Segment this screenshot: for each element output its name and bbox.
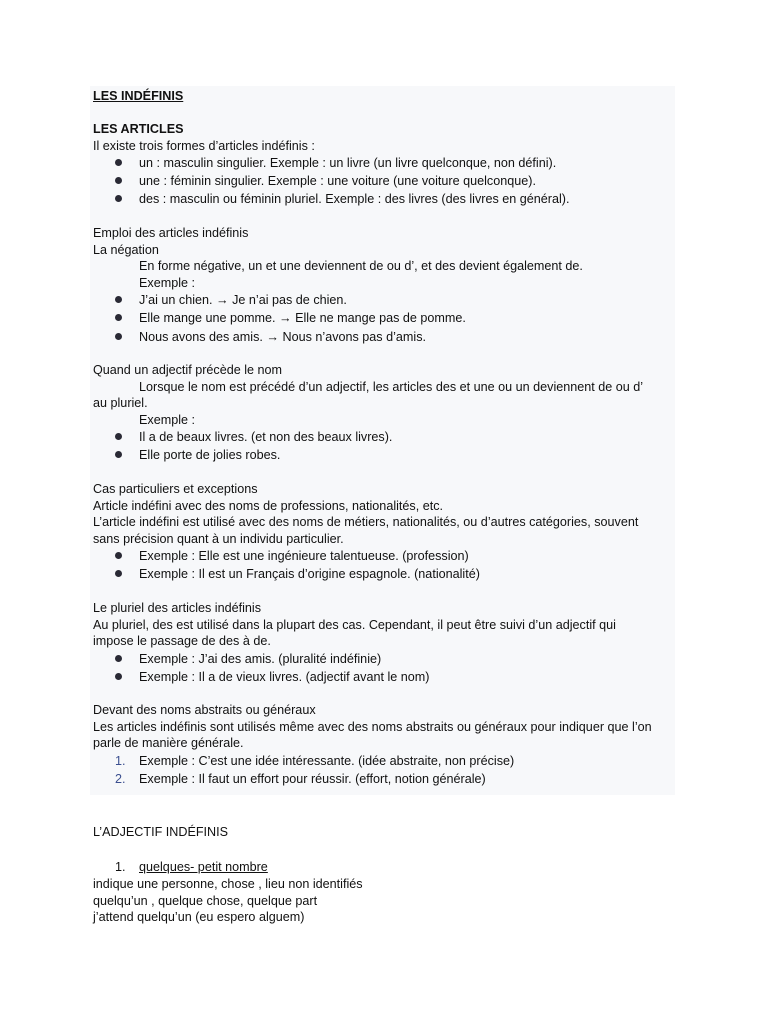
bullet-icon <box>115 570 122 577</box>
list-item: des : masculin ou féminin pluriel. Exemple : des livres (des livres en général). <box>93 190 673 208</box>
adjectif-heading: Quand un adjectif précède le nom <box>93 363 283 378</box>
bullet-icon <box>115 451 122 458</box>
adjectif-exemple-label: Exemple : <box>139 412 195 427</box>
list-item: Elle mange une pomme. → Elle ne mange pas de pomme. <box>93 309 673 327</box>
bullet-icon <box>115 433 122 440</box>
adjectif-indefinis-heading: L’ADJECTIF INDÉFINIS <box>93 825 229 840</box>
list-item: Elle porte de jolies robes. <box>93 446 673 464</box>
pluriel-list <box>93 650 673 686</box>
bullet-icon <box>115 296 122 303</box>
cas-text-1: L’article indéfini est utilisé avec des noms de métiers, nationalités, ou d’autres catégories, souvent <box>93 515 639 530</box>
pluriel-heading: Le pluriel des articles indéfinis <box>93 601 262 616</box>
abstraits-text-1: Les articles indéfinis sont utilisés même avec des noms abstraits ou généraux pour indiquer que l’on <box>93 719 652 734</box>
list-item: Il a de beaux livres. (et non des beaux livres). <box>93 428 673 446</box>
list-item: un : masculin singulier. Exemple : un livre (un livre quelconque, non défini). <box>93 154 673 172</box>
document-content <box>93 88 673 926</box>
articles-intro: Il existe trois formes d’articles indéfinis : <box>93 138 315 153</box>
adjectif-text-2: au pluriel. <box>93 396 148 411</box>
abstraits-list <box>93 752 673 788</box>
adjectif-indefinis-line-3: j’attend quelqu’un (eu espero alguem) <box>93 910 305 925</box>
cas-list <box>93 547 673 583</box>
list-item: J’ai un chien. → Je n’ai pas de chien. <box>93 291 673 309</box>
list-number: 2. <box>115 772 126 787</box>
list-item: 1. Exemple : C’est une idée intéressante. (idée abstraite, non précise) <box>93 752 673 770</box>
list-item: Exemple : J’ai des amis. (pluralité indéfinie) <box>93 650 673 668</box>
abstraits-heading: Devant des noms abstraits ou généraux <box>93 703 316 718</box>
bullet-icon <box>115 552 122 559</box>
bullet-icon <box>115 195 122 202</box>
adjectif-indefinis-line-2: quelqu’un , quelque chose, quelque part <box>93 893 318 908</box>
bullet-icon <box>115 333 122 340</box>
bullet-icon <box>115 314 122 321</box>
pluriel-text-2: impose le passage de des à de. <box>93 634 271 649</box>
adjectif-indefinis-line-1: indique une personne, chose , lieu non identifiés <box>93 877 363 892</box>
articles-heading: LES ARTICLES <box>93 122 184 136</box>
adjectif-text-1: Lorsque le nom est précédé d’un adjectif, les articles des et une ou un deviennent de ou d’ <box>139 379 644 394</box>
pluriel-text-1: Au pluriel, des est utilisé dans la plupart des cas. Cependant, il peut être suivi d’un adjectif qui <box>93 617 616 632</box>
cas-text-2: sans précision quant à un individu particulier. <box>93 531 344 546</box>
negation-heading: La négation <box>93 242 159 257</box>
cas-heading: Cas particuliers et exceptions <box>93 482 258 497</box>
cas-subheading: Article indéfini avec des noms de professions, nationalités, etc. <box>93 498 444 513</box>
list-item: Exemple : Il est un Français d’origine espagnole. (nationalité) <box>93 565 673 583</box>
list-item: 2. Exemple : Il faut un effort pour réussir. (effort, notion générale) <box>93 770 673 788</box>
list-item: 1. quelques- petit nombre <box>93 858 673 876</box>
adjectif-indefinis-list <box>93 858 673 876</box>
adjectif-list <box>93 428 673 464</box>
bullet-icon <box>115 673 122 680</box>
list-item: Exemple : Elle est une ingénieure talentueuse. (profession) <box>93 547 673 565</box>
list-item: Exemple : Il a de vieux livres. (adjectif avant le nom) <box>93 668 673 686</box>
bullet-icon <box>115 159 122 166</box>
negation-list <box>93 291 673 346</box>
negation-text: En forme négative, un et une deviennent de ou d’, et des devient également de. <box>139 259 583 274</box>
article-forms-list <box>93 154 673 209</box>
emploi-heading: Emploi des articles indéfinis <box>93 226 249 241</box>
list-item: Nous avons des amis. → Nous n’avons pas d’amis. <box>93 328 673 346</box>
negation-exemple-label: Exemple : <box>139 275 195 290</box>
list-item: une : féminin singulier. Exemple : une voiture (une voiture quelconque). <box>93 172 673 190</box>
bullet-icon <box>115 177 122 184</box>
list-number: 1. <box>115 859 126 874</box>
doc-title: LES INDÉFINIS <box>93 89 184 103</box>
list-number: 1. <box>115 753 126 768</box>
bullet-icon <box>115 655 122 662</box>
abstraits-text-2: parle de manière générale. <box>93 736 244 751</box>
